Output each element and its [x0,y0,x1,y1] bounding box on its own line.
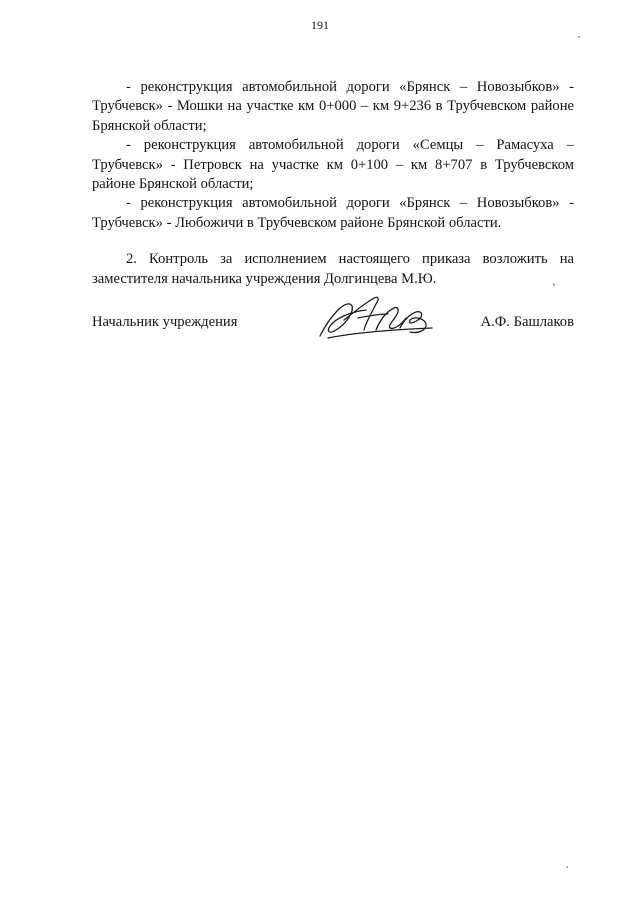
clause-2-paragraph: 2. Контроль за исполнением настоящего приказа возложить на заместителя начальника учреждения Долгинцева М.Ю. [92,251,574,287]
signatory-position: Начальник учреждения [92,314,238,330]
document-body [92,78,574,289]
list-item-3: - реконструкция автомобильной дороги «Брянск – Новозыбков» - Трубчевск» - Любожичи в Трубчевском районе Брянской области. [92,195,574,231]
handwritten-signature [314,290,438,342]
scan-mark [553,283,555,286]
scan-mark [578,36,580,38]
scan-mark [566,866,568,868]
list-item-2: - реконструкция автомобильной дороги «Семцы – Рамасуха – Трубчевск» - Петровск на участке км 0+100 – км 8+707 в Трубчевском районе Брянской области; [92,137,574,193]
page-number: 191 [311,18,329,32]
signatory-name: А.Ф. Башлаков [480,314,574,330]
list-item-1: - реконструкция автомобильной дороги «Брянск – Новозыбков» - Трубчевск» - Мошки на участке км 0+000 – км 9+236 в Трубчевском районе Брянской области; [92,79,574,134]
signature-block [92,306,574,346]
